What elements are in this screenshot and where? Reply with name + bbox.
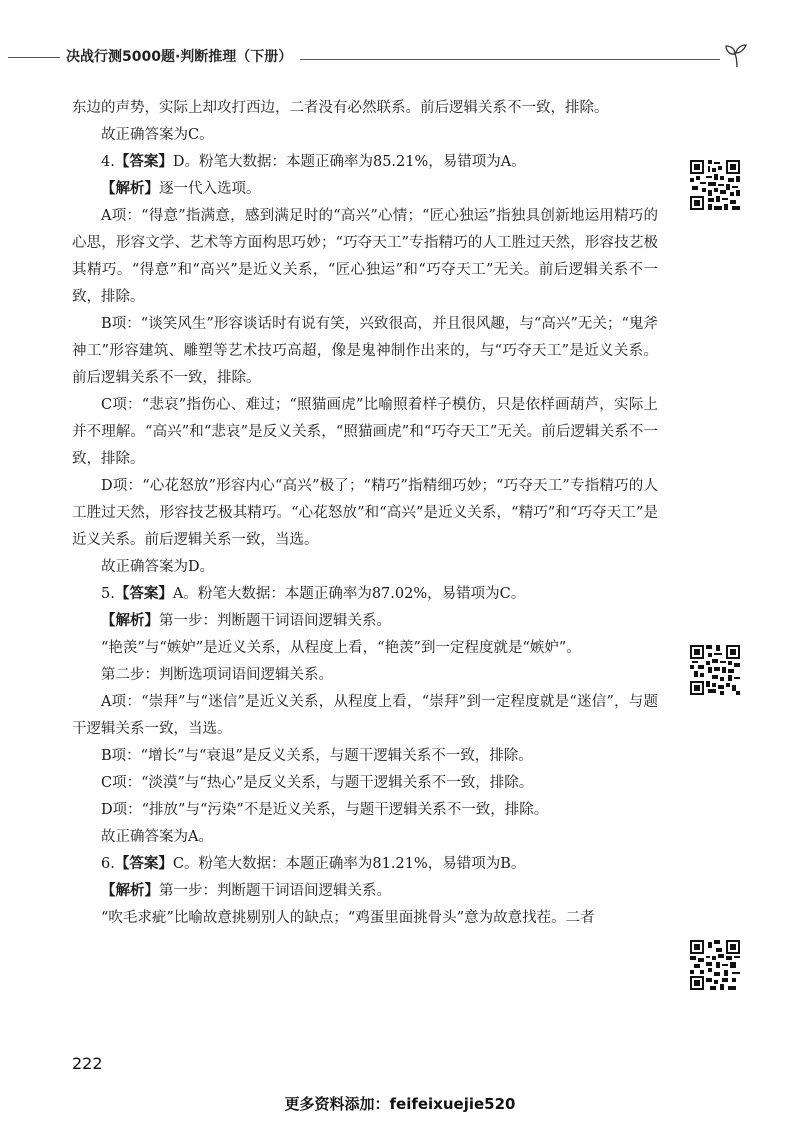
qr-code-icon — [690, 160, 740, 210]
option-c-q4: C项：“悲哀”指伤心、难过；“照猫画虎”比喻照着样子模仿，只是依样画葫芦，实际上并不理解。“高兴”和“悲哀”是反义关系，“照猫画虎”和“巧夺天工”无关。前后逻辑关系不一致，排除。 — [72, 397, 658, 467]
paragraph-conclusion-q3: 故正确答案为C。 — [101, 127, 214, 143]
answer-tag: 【答案】 — [114, 154, 173, 170]
paragraph-conclusion-q4: 故正确答案为D。 — [101, 559, 215, 575]
running-header — [0, 44, 800, 74]
qr-code-icon — [690, 645, 740, 695]
option-b-q4: B项：“谈笑风生”形容谈话时有说有笑，兴致很高，并且很风趣，与“高兴”无关；“鬼斧神工”形容建筑、雕塑等艺术技巧高超，像是鬼神制作出来的，与“巧夺天工”是近义关系。前后逻辑关系不一致，排除。 — [72, 316, 658, 386]
sprout-icon — [724, 44, 750, 68]
answer-tag: 【答案】 — [114, 586, 173, 602]
answer-q5: 5.【答案】A。粉笔大数据：本题正确率为87.02%，易错项为C。 — [101, 586, 526, 602]
paragraph-conclusion-q5: 故正确答案为A。 — [101, 829, 213, 845]
analysis-q4: 【解析】逐一代入选项。 — [101, 181, 261, 197]
option-d-q4: D项：“心花怒放”形容内心“高兴”极了；“精巧”指精细巧妙；“巧夺天工”专指精巧的人工胜过天然，形容技艺极其精巧。“心花怒放”和“高兴”是近义关系，“精巧”和“巧夺天工”是近义关系。前后逻辑关系一致，当选。 — [72, 478, 658, 548]
analysis-tag: 【解析】 — [101, 613, 159, 629]
analysis-tag: 【解析】 — [101, 883, 159, 899]
analysis-q6: 【解析】第一步：判断题干词语间逻辑关系。 — [101, 883, 391, 899]
qr-code-q5[interactable] — [690, 645, 740, 695]
qr-code-q6[interactable] — [690, 940, 740, 990]
qr-code-icon — [690, 940, 740, 990]
stem-relation-q6: “吹毛求疵”比喻故意挑剔别人的缺点；“鸡蛋里面挑骨头”意为故意找茬。二者 — [101, 910, 595, 926]
answer-tag: 【答案】 — [114, 856, 173, 872]
book-title: 决战行测5000题·判断推理（下册） — [66, 49, 293, 65]
answer-explanations — [72, 95, 658, 932]
analysis-q5: 【解析】第一步：判断题干词语间逻辑关系。 — [101, 613, 391, 629]
option-a-q4: A项：“得意”指满意，感到满足时的“高兴”心情；“匠心独运”指独具创新地运用精巧的心思，形容文学、艺术等方面构思巧妙；“巧夺天工”专指精巧的人工胜过天然，形容技艺极其精巧。“得意”和“高兴”是近义关系，“匠心独运”和“巧夺天工”无关。前后逻辑关系不一致，排除。 — [72, 208, 658, 305]
header-rule-left — [8, 57, 60, 58]
footer-note: 更多资料添加：feifeixuejie520 — [284, 1095, 516, 1113]
answer-q4: 4.【答案】D。粉笔大数据：本题正确率为85.21%，易错项为A。 — [101, 154, 526, 170]
paragraph-continuation: 东边的声势，实际上却攻打西边，二者没有必然联系。前后逻辑关系不一致，排除。 — [72, 100, 609, 116]
qr-code-q4[interactable] — [690, 160, 740, 210]
header-rule-right — [300, 59, 720, 60]
stem-relation-q5: “艳羡”与“嫉妒”是近义关系，从程度上看，“艳羡”到一定程度就是“嫉妒”。 — [101, 640, 581, 656]
option-b-q5: B项：“增长”与“衰退”是反义关系，与题干逻辑关系不一致，排除。 — [101, 748, 533, 764]
answer-q6: 6.【答案】C。粉笔大数据：本题正确率为81.21%，易错项为B。 — [101, 856, 526, 872]
option-d-q5: D项：“排放”与“污染”不是近义关系，与题干逻辑关系不一致，排除。 — [101, 802, 549, 818]
step-two-q5: 第二步：判断选项词语间逻辑关系。 — [101, 667, 333, 683]
option-a-q5: A项：“崇拜”与“迷信”是近义关系，从程度上看，“崇拜”到一定程度就是“迷信”，与题干逻辑关系一致，当选。 — [72, 694, 658, 737]
analysis-tag: 【解析】 — [101, 181, 159, 197]
page-number: 222 — [72, 1054, 103, 1073]
option-c-q5: C项：“淡漠”与“热心”是反义关系，与题干逻辑关系不一致，排除。 — [101, 775, 534, 791]
